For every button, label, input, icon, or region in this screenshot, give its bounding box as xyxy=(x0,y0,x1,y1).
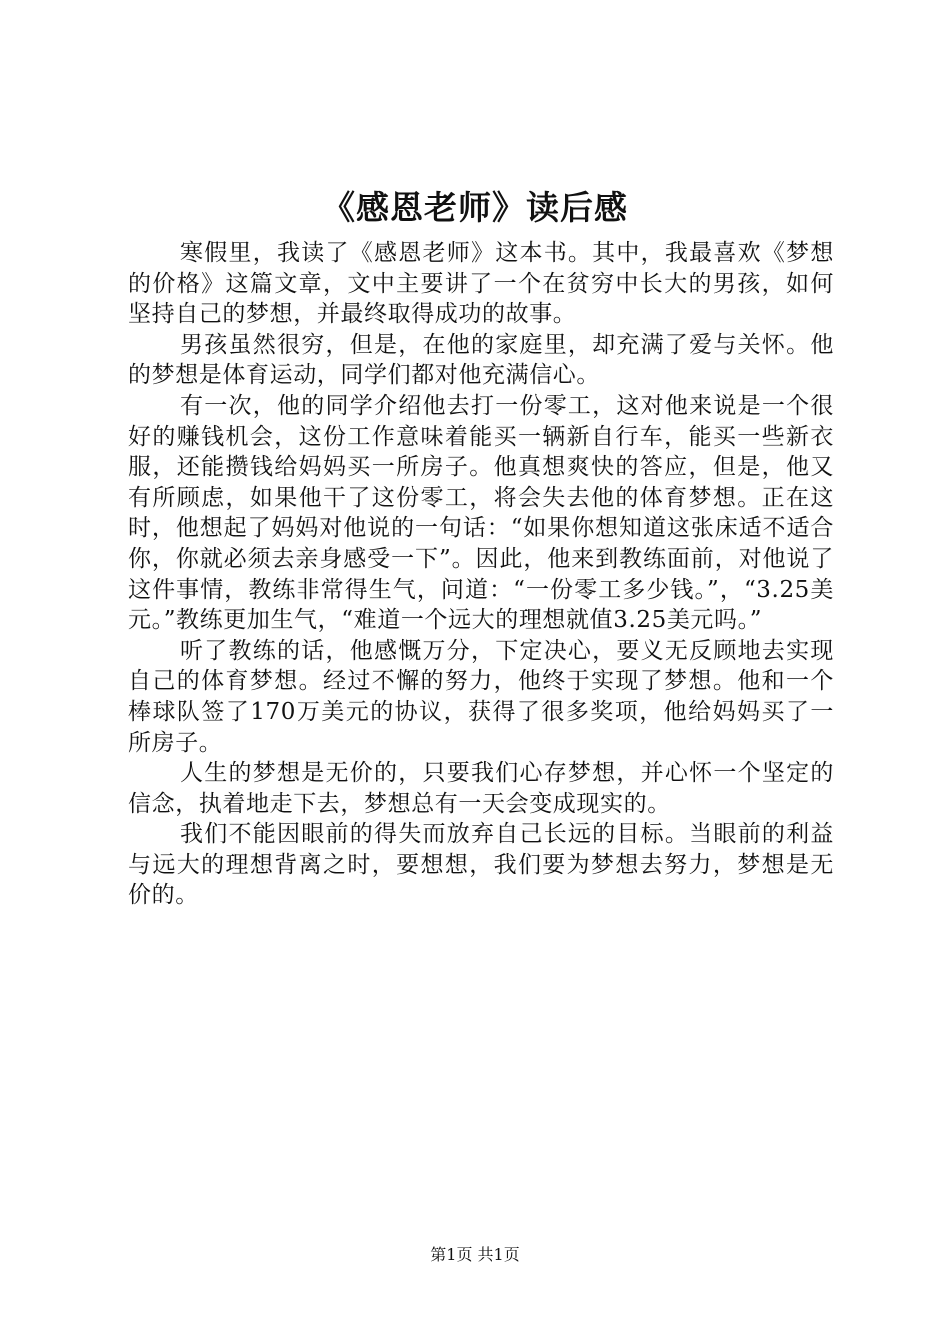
paragraph-5: 人生的梦想是无价的，只要我们心存梦想，并心怀一个坚定的信念，执着地走下去，梦想总有一天会变成现实的。 xyxy=(128,760,834,817)
document-body xyxy=(128,238,834,911)
page-number-footer: 第1页 共1页 xyxy=(430,1245,520,1264)
document-title: 《感恩老师》读后感 xyxy=(322,188,628,227)
paragraph-1: 寒假里，我读了《感恩老师》这本书。其中，我最喜欢《梦想的价格》这篇文章，文中主要讲了一个在贫穷中长大的男孩，如何坚持自己的梦想，并最终取得成功的故事。 xyxy=(128,240,834,328)
paragraph-2: 男孩虽然很穷，但是，在他的家庭里，却充满了爱与关怀。他的梦想是体育运动，同学们都对他充满信心。 xyxy=(128,331,834,389)
paragraph-6: 我们不能因眼前的得失而放弃自己长远的目标。当眼前的利益与远大的理想背离之时，要想想，我们要为梦想去努力，梦想是无价的。 xyxy=(128,821,834,909)
paragraph-4: 听了教练的话，他感慨万分，下定决心，要义无反顾地去实现自己的体育梦想。经过不懈的努力，他终于实现了梦想。他和一个棒球队签了170万美元的协议，获得了很多奖项，他给妈妈买了一所房子。 xyxy=(128,637,834,756)
paragraph-3: 有一次，他的同学介绍他去打一份零工，这对他来说是一个很好的赚钱机会，这份工作意味着能买一辆新自行车，能买一些新衣服，还能攒钱给妈妈买一所房子。他真想爽快的答应，但是，他又有所顾虑，如果他干了这份零工，将会失去他的体育梦想。正在这时，他想起了妈妈对他说的一句话：“如果你想知道这张床适不适合你，你就必须去亲身感受一下”。因此，他来到教练面前，对他说了这件事情，教练非常得生气，问道：“一份零工多少钱。”，“3.25美元。”教练更加生气，“难道一个远大的理想就值3.25美元吗。” xyxy=(128,392,834,634)
